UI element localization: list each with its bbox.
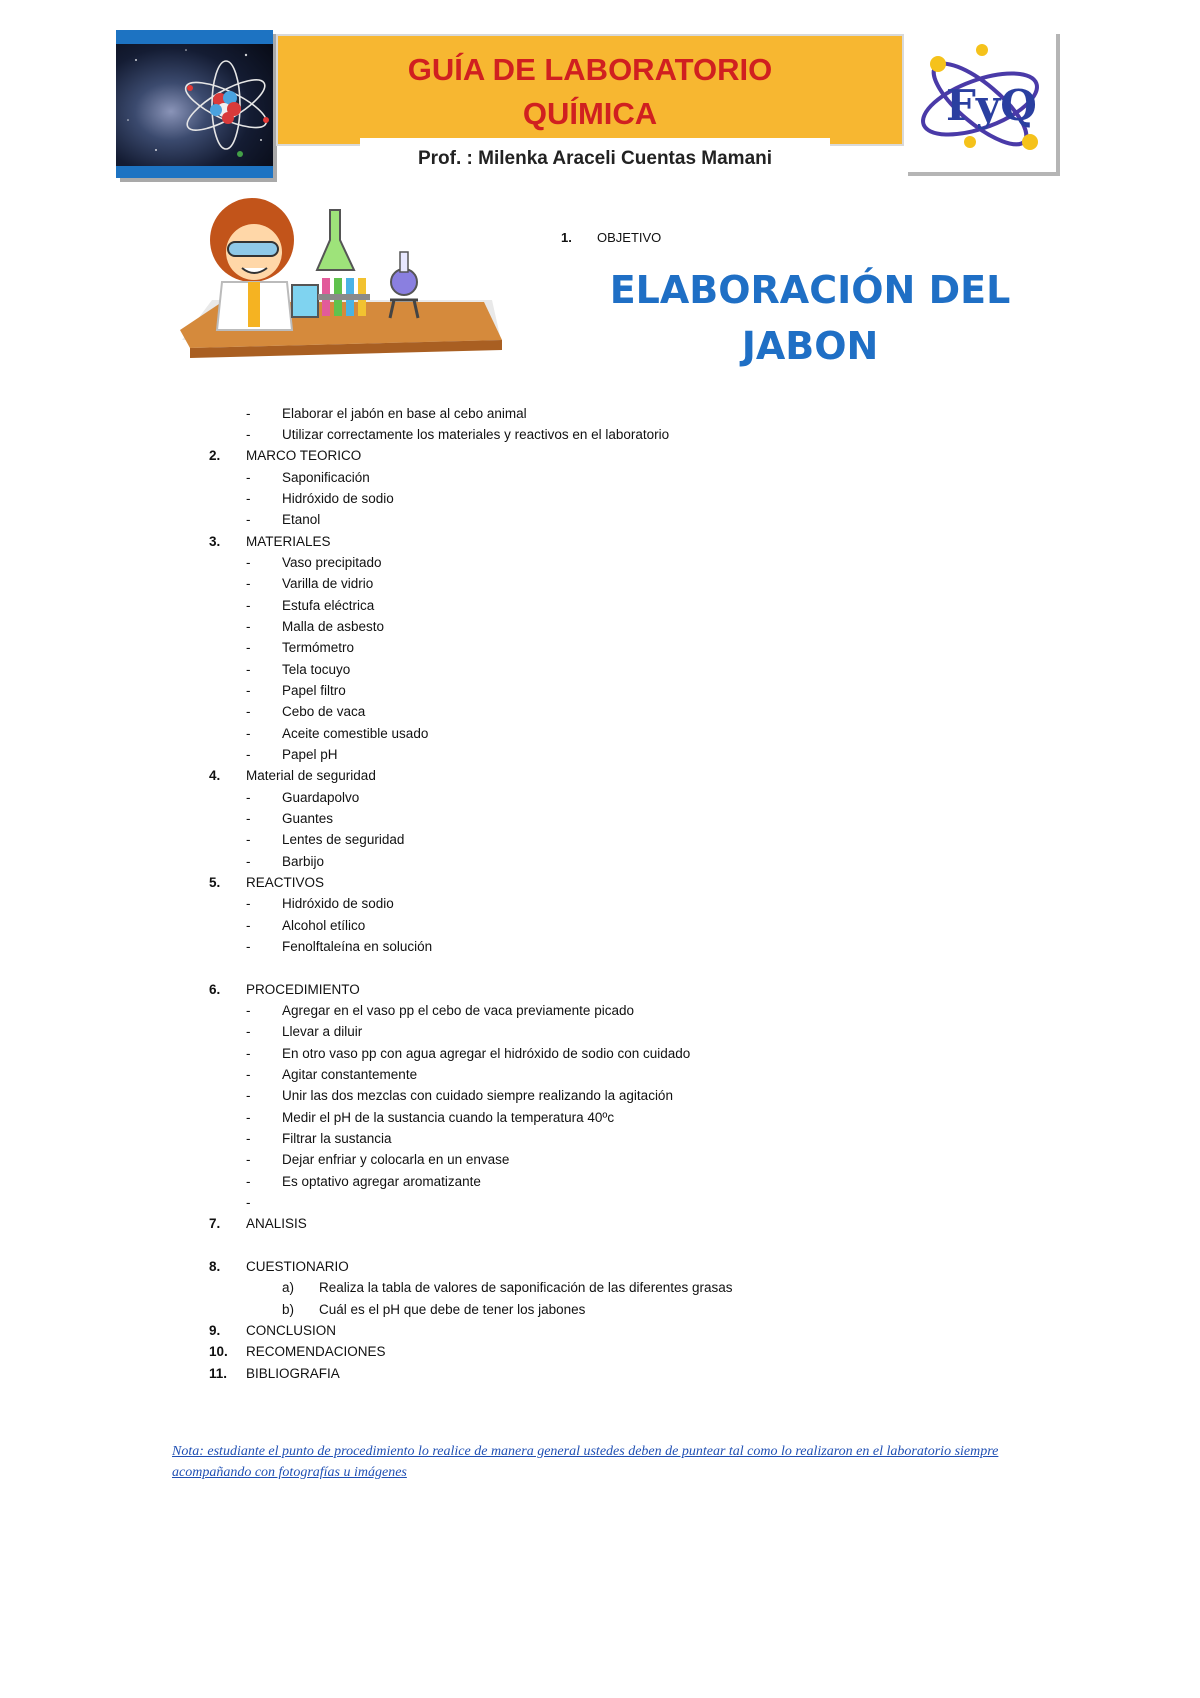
header-title-line1: GUÍA DE LABORATORIO — [407, 52, 773, 87]
scientist-cartoon-image — [172, 190, 512, 375]
logo-text: FyQ — [946, 81, 1037, 130]
fyq-logo — [908, 34, 1060, 176]
section-number: 1. — [561, 230, 572, 245]
header-banner — [276, 34, 904, 146]
galaxy-atom-image — [116, 30, 273, 178]
student-note: Nota: estudiante el punto de procedimiento lo realice de manera general ustedes deben de puntear tal como lo realizaron en el laboratorio siempre acompañando con fotografías u imágenes — [172, 1444, 999, 1480]
section-objective — [561, 230, 661, 245]
section-label: OBJETIVO — [597, 230, 662, 245]
main-title-line2: JABON — [741, 324, 879, 368]
professor-name: Prof. : Milenka Araceli Cuentas Mamani — [360, 138, 830, 180]
header-title-line2: QUÍMICA — [522, 96, 658, 131]
main-title-line1: ELABORACIÓN DEL — [609, 268, 1011, 312]
main-title — [590, 262, 1030, 374]
